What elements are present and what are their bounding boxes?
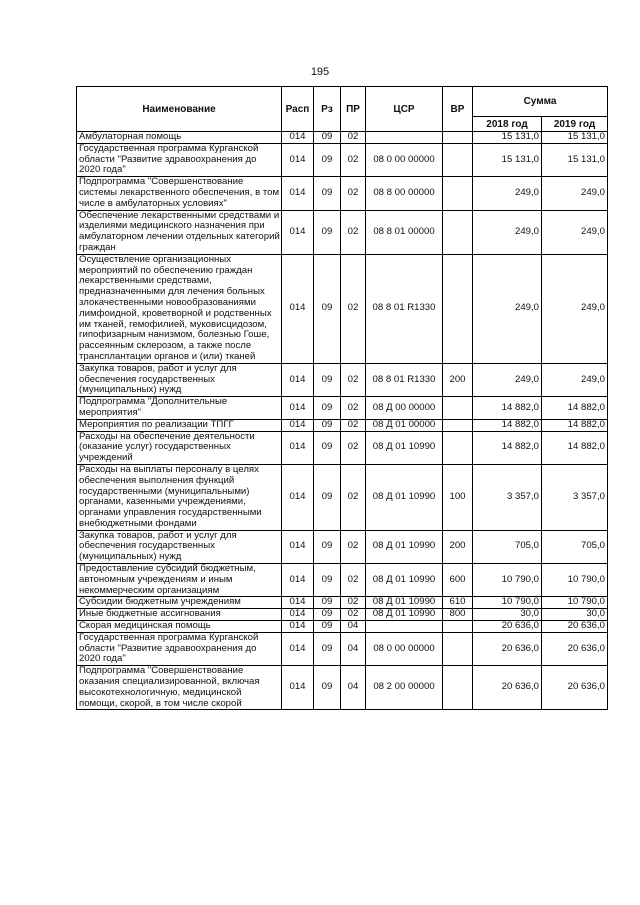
cell-vr xyxy=(443,632,473,665)
cell-rz: 09 xyxy=(314,254,341,363)
cell-pr: 04 xyxy=(341,632,366,665)
cell-vr xyxy=(443,177,473,210)
cell-rz: 09 xyxy=(314,632,341,665)
cell-rz: 09 xyxy=(314,431,341,464)
cell-2019: 20 636,0 xyxy=(542,632,608,665)
cell-pr: 02 xyxy=(341,177,366,210)
cell-name: Государственная программа Курганской области "Развитие здравоохранения до 2020 года" xyxy=(77,143,282,176)
cell-2019: 249,0 xyxy=(542,254,608,363)
cell-pr: 02 xyxy=(341,143,366,176)
cell-2019: 249,0 xyxy=(542,177,608,210)
cell-2019: 14 882,0 xyxy=(542,397,608,420)
cell-2018: 249,0 xyxy=(473,363,542,396)
cell-vr xyxy=(443,621,473,633)
cell-rz: 09 xyxy=(314,143,341,176)
header-2018: 2018 год xyxy=(473,117,542,132)
table-row xyxy=(77,363,608,396)
cell-vr xyxy=(443,397,473,420)
cell-2018: 10 790,0 xyxy=(473,564,542,597)
cell-csr: 08 Д 01 10990 xyxy=(366,464,443,530)
cell-pr: 02 xyxy=(341,210,366,254)
cell-rz: 09 xyxy=(314,464,341,530)
cell-rz: 09 xyxy=(314,564,341,597)
table-row xyxy=(77,397,608,420)
header-sum: Сумма xyxy=(473,87,608,117)
cell-pr: 02 xyxy=(341,609,366,621)
cell-name: Субсидии бюджетным учреждениям xyxy=(77,597,282,609)
table-row xyxy=(77,609,608,621)
cell-2019: 10 790,0 xyxy=(542,597,608,609)
table-row xyxy=(77,419,608,431)
cell-pr: 02 xyxy=(341,530,366,563)
cell-2018: 20 636,0 xyxy=(473,621,542,633)
cell-2018: 249,0 xyxy=(473,254,542,363)
table-row xyxy=(77,431,608,464)
cell-rz: 09 xyxy=(314,397,341,420)
cell-rasp: 014 xyxy=(282,210,314,254)
cell-vr: 600 xyxy=(443,564,473,597)
cell-2019: 20 636,0 xyxy=(542,666,608,710)
cell-rasp: 014 xyxy=(282,666,314,710)
cell-2019: 705,0 xyxy=(542,530,608,563)
cell-pr: 02 xyxy=(341,564,366,597)
cell-csr: 08 0 00 00000 xyxy=(366,632,443,665)
cell-pr: 04 xyxy=(341,666,366,710)
cell-2019: 30,0 xyxy=(542,609,608,621)
cell-vr: 200 xyxy=(443,363,473,396)
cell-rasp: 014 xyxy=(282,132,314,144)
cell-vr xyxy=(443,666,473,710)
cell-csr: 08 Д 01 10990 xyxy=(366,609,443,621)
cell-csr: 08 Д 01 00000 xyxy=(366,419,443,431)
cell-csr: 08 8 01 00000 xyxy=(366,210,443,254)
cell-vr: 610 xyxy=(443,597,473,609)
header-rz: Рз xyxy=(314,87,341,132)
cell-rz: 09 xyxy=(314,597,341,609)
cell-2019: 15 131,0 xyxy=(542,132,608,144)
cell-csr: 08 8 01 R1330 xyxy=(366,254,443,363)
cell-csr: 08 0 00 00000 xyxy=(366,143,443,176)
header-csr: ЦСР xyxy=(366,87,443,132)
table-row xyxy=(77,210,608,254)
cell-2019: 249,0 xyxy=(542,363,608,396)
cell-csr: 08 2 00 00000 xyxy=(366,666,443,710)
header-vr: ВР xyxy=(443,87,473,132)
table-row xyxy=(77,632,608,665)
table-row xyxy=(77,132,608,144)
cell-2018: 249,0 xyxy=(473,210,542,254)
cell-pr: 02 xyxy=(341,132,366,144)
cell-name: Расходы на выплаты персоналу в целях обеспечения выполнения функций государственными (муниципальными) органами, казенными учреждениями, органами управления государственными внебюджетными фондами xyxy=(77,464,282,530)
cell-vr xyxy=(443,210,473,254)
table-row xyxy=(77,254,608,363)
table-body xyxy=(77,132,608,710)
cell-2019: 249,0 xyxy=(542,210,608,254)
cell-pr: 02 xyxy=(341,597,366,609)
budget-table xyxy=(76,86,608,710)
cell-rasp: 014 xyxy=(282,530,314,563)
cell-csr: 08 Д 01 10990 xyxy=(366,530,443,563)
cell-rasp: 014 xyxy=(282,397,314,420)
cell-rz: 09 xyxy=(314,210,341,254)
cell-name: Мероприятия по реализации ТПГГ xyxy=(77,419,282,431)
cell-name: Расходы на обеспечение деятельности (оказание услуг) государственных учреждений xyxy=(77,431,282,464)
table-row xyxy=(77,597,608,609)
cell-name: Государственная программа Курганской области "Развитие здравоохранения до 2020 года" xyxy=(77,632,282,665)
cell-csr: 08 Д 01 10990 xyxy=(366,431,443,464)
cell-csr: 08 Д 01 10990 xyxy=(366,597,443,609)
cell-pr: 02 xyxy=(341,254,366,363)
cell-rz: 09 xyxy=(314,419,341,431)
cell-2019: 14 882,0 xyxy=(542,419,608,431)
cell-vr: 800 xyxy=(443,609,473,621)
header-rasp: Расп xyxy=(282,87,314,132)
table-row xyxy=(77,464,608,530)
cell-pr: 02 xyxy=(341,363,366,396)
cell-csr: 08 Д 01 10990 xyxy=(366,564,443,597)
cell-2018: 15 131,0 xyxy=(473,132,542,144)
cell-rasp: 014 xyxy=(282,632,314,665)
cell-2018: 14 882,0 xyxy=(473,397,542,420)
cell-vr xyxy=(443,143,473,176)
cell-rz: 09 xyxy=(314,132,341,144)
table-row xyxy=(77,621,608,633)
cell-2019: 14 882,0 xyxy=(542,431,608,464)
cell-2018: 30,0 xyxy=(473,609,542,621)
cell-rasp: 014 xyxy=(282,254,314,363)
cell-rz: 09 xyxy=(314,609,341,621)
table-row xyxy=(77,666,608,710)
cell-name: Амбулаторная помощь xyxy=(77,132,282,144)
cell-name: Обеспечение лекарственными средствами и изделиями медицинского назначения при амбулаторном лечении отдельных категорий граждан xyxy=(77,210,282,254)
cell-pr: 02 xyxy=(341,419,366,431)
table-row xyxy=(77,530,608,563)
cell-name: Иные бюджетные ассигнования xyxy=(77,609,282,621)
page-number: 195 xyxy=(310,66,330,78)
cell-2019: 3 357,0 xyxy=(542,464,608,530)
cell-rz: 09 xyxy=(314,177,341,210)
cell-rz: 09 xyxy=(314,363,341,396)
cell-name: Подпрограмма "Совершенствование оказания специализированной, включая высокотехнологичную, медицинской помощи, скорой, в том числе скорой xyxy=(77,666,282,710)
cell-rz: 09 xyxy=(314,621,341,633)
header-2019: 2019 год xyxy=(542,117,608,132)
cell-rasp: 014 xyxy=(282,609,314,621)
cell-pr: 02 xyxy=(341,397,366,420)
cell-rasp: 014 xyxy=(282,564,314,597)
cell-name: Осуществление организационных мероприятий по обеспечению граждан лекарственными средствами, предназначенными для лечения больных злокачественными новообразованиями лимфоидной, кроветворной и родственных им тканей, гемофилией, муковисцидозом, гипофизарным нанизмом, болезнью Гоше, рассеянным склерозом, а также после трансплантации органов и (или) тканей xyxy=(77,254,282,363)
cell-2018: 705,0 xyxy=(473,530,542,563)
cell-2018: 10 790,0 xyxy=(473,597,542,609)
cell-pr: 02 xyxy=(341,431,366,464)
cell-name: Подпрограмма "Совершенствование системы лекарственного обеспечения, в том числе в амбулаторных условиях" xyxy=(77,177,282,210)
table-row xyxy=(77,177,608,210)
cell-name: Предоставление субсидий бюджетным, автономным учреждениям и иным некоммерческим организациям xyxy=(77,564,282,597)
cell-2018: 15 131,0 xyxy=(473,143,542,176)
cell-2018: 20 636,0 xyxy=(473,666,542,710)
cell-rasp: 014 xyxy=(282,597,314,609)
cell-pr: 04 xyxy=(341,621,366,633)
header-pr: ПР xyxy=(341,87,366,132)
cell-rasp: 014 xyxy=(282,363,314,396)
cell-csr xyxy=(366,132,443,144)
cell-rasp: 014 xyxy=(282,621,314,633)
cell-vr xyxy=(443,419,473,431)
cell-rz: 09 xyxy=(314,666,341,710)
cell-rasp: 014 xyxy=(282,464,314,530)
cell-name: Закупка товаров, работ и услуг для обеспечения государственных (муниципальных) нужд xyxy=(77,363,282,396)
cell-name: Скорая медицинская помощь xyxy=(77,621,282,633)
cell-csr: 08 8 01 R1330 xyxy=(366,363,443,396)
cell-2019: 20 636,0 xyxy=(542,621,608,633)
cell-name: Закупка товаров, работ и услуг для обеспечения государственных (муниципальных) нужд xyxy=(77,530,282,563)
cell-vr: 100 xyxy=(443,464,473,530)
cell-vr xyxy=(443,132,473,144)
cell-pr: 02 xyxy=(341,464,366,530)
table-row xyxy=(77,143,608,176)
cell-2018: 3 357,0 xyxy=(473,464,542,530)
cell-rz: 09 xyxy=(314,530,341,563)
header-name: Наименование xyxy=(77,87,282,132)
cell-vr: 200 xyxy=(443,530,473,563)
cell-rasp: 014 xyxy=(282,419,314,431)
cell-csr: 08 8 00 00000 xyxy=(366,177,443,210)
cell-2018: 20 636,0 xyxy=(473,632,542,665)
cell-2018: 14 882,0 xyxy=(473,419,542,431)
table-row xyxy=(77,564,608,597)
cell-vr xyxy=(443,254,473,363)
cell-2019: 10 790,0 xyxy=(542,564,608,597)
cell-2018: 14 882,0 xyxy=(473,431,542,464)
cell-name: Подпрограмма "Дополнительные мероприятия" xyxy=(77,397,282,420)
cell-rasp: 014 xyxy=(282,177,314,210)
cell-2019: 15 131,0 xyxy=(542,143,608,176)
cell-vr xyxy=(443,431,473,464)
cell-2018: 249,0 xyxy=(473,177,542,210)
cell-csr: 08 Д 00 00000 xyxy=(366,397,443,420)
cell-rasp: 014 xyxy=(282,431,314,464)
cell-rasp: 014 xyxy=(282,143,314,176)
cell-csr xyxy=(366,621,443,633)
